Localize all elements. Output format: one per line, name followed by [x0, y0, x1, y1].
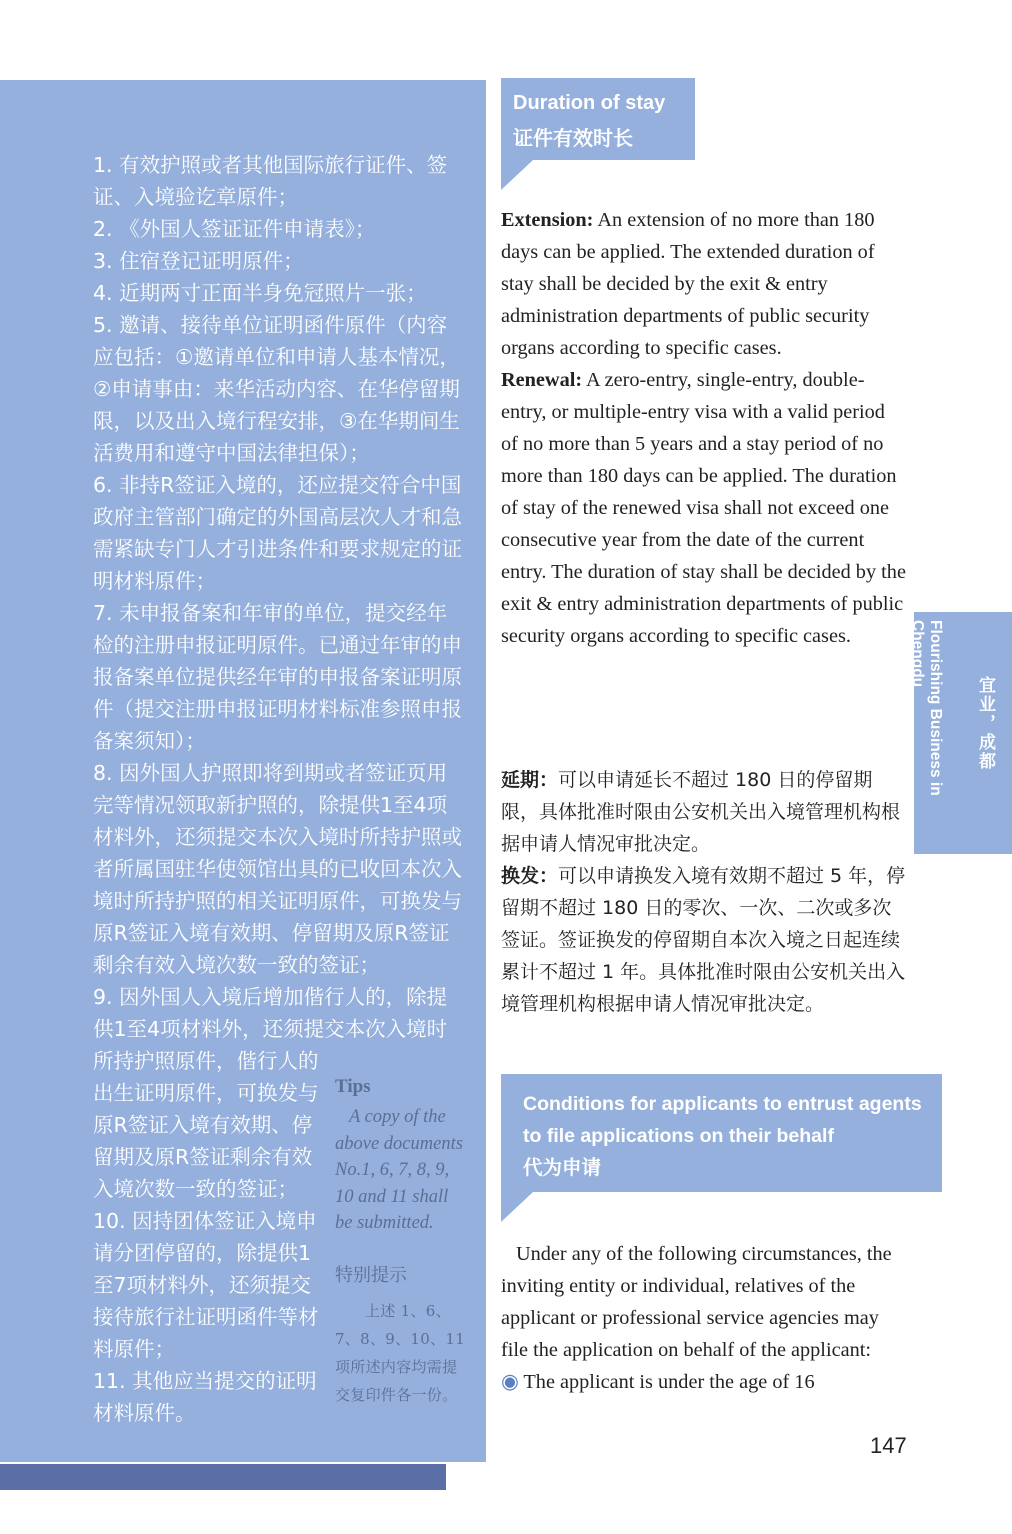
cn-extension-paragraph [501, 764, 906, 860]
conditions-intro: Under any of the following circumstances, the inviting entity or individual, relatives of the applicant or professional service agencies may file the application on behalf of the applicant: [501, 1243, 892, 1361]
tips-title: Tips [335, 1076, 371, 1097]
bullet-circle-icon: ◉ [501, 1371, 519, 1393]
tips-chinese-title: 特别提示 [335, 1264, 407, 1286]
section-header-duration [501, 78, 695, 160]
header-tail-decoration [501, 1192, 533, 1222]
conditions-bullet [501, 1366, 906, 1398]
conditions-body [501, 1238, 906, 1398]
side-tab-chinese: 宜业，成都 [975, 676, 995, 771]
list-item: 出生证明原件，可换发与原R签证入境有效期、停留期及原R签证剩余有效入境次数一致的签证； [93, 1081, 319, 1201]
section-header-title-cn: 证件有效时长 [513, 128, 633, 150]
renewal-label: Renewal: [501, 369, 583, 391]
list-item: 4. 近期两寸正面半身免冠照片一张； [93, 281, 427, 305]
duration-chinese-body [501, 764, 906, 1020]
list-item: 10. 因持团体签证入境申请分团停留的，除提供1至7项材料外，还须提交接待旅行社证明函件等材料原件； [93, 1209, 319, 1361]
side-tab-english: Flourishing Business in Chengdu [909, 620, 944, 796]
tips-english-text: A copy of the above documents No.1, 6, 7, 8, 9, 10 and 11 shall be submitted. [335, 1107, 463, 1233]
list-item: 2. 《外国人签证证件申请表》； [93, 217, 376, 241]
tips-box [335, 1076, 467, 1409]
extension-text: An extension of no more than 180 days can be applied. The extended duration of stay shall be decided by the exit & entry administration departments of public security organs according to specific cases. [501, 209, 875, 359]
duration-english-body [501, 204, 906, 652]
renewal-text: A zero-entry, single-entry, double-entry, or multiple-entry visa with a valid period of no more than 5 years and a stay period of no more than 180 days can be applied. The duration of stay of the renewed visa shall not exceed one consecutive year from the date of the current entry. The duration of stay shall be decided by the exit & entry administration departments of public security organs according to specific cases. [501, 369, 906, 647]
section-header-title-cn: 代为申请 [523, 1157, 602, 1179]
cn-renewal-label: 换发： [501, 865, 559, 887]
side-tab [909, 612, 1012, 854]
section-header-title-en: Conditions for applicants to entrust agents to file applications on their behalf [523, 1093, 922, 1147]
tips-chinese-text: 上述 1、6、7、8、9、10、11 项所述内容均需提交复印件各一份。 [335, 1301, 466, 1404]
header-tail-decoration [501, 160, 533, 190]
list-item: 8. 因外国人护照即将到期或者签证页用完等情况领取新护照的，除提供1至4项材料外，还须提交本次入境时所持护照或者所属国驻华使领馆出具的已收回本次入境时所持护照的相关证明原件，可换发与原R签证入境有效期、停留期及原R签证剩余有效入境次数一致的签证； [93, 761, 462, 977]
left-bottom-bar [0, 1464, 446, 1490]
list-item: 3. 住宿登记证明原件； [93, 249, 304, 273]
cn-extension-text: 可以申请延长不超过 180 日的停留期限，具体批准时限由公安机关出入境管理机构根据申请人情况审批决定。 [501, 769, 901, 855]
cn-extension-label: 延期： [501, 769, 559, 791]
cn-renewal-text: 可以申请换发入境有效期不超过 5 年，停留期不超过 180 日的零次、一次、二次或多次签证。签证换发的停留期自本次入境之日起连续累计不超过 1 年。具体批准时限由公安机关出入境管理机构根据申请人情况审批决定。 [501, 865, 906, 1015]
list-item: 9. 因外国人入境后增加偕行人的，除提供1至4项材料外，还须提交本次入境时所持护照原件，偕行人的 [93, 985, 448, 1073]
section-header-title-en: Duration of stay [513, 92, 666, 114]
list-item: 1. 有效护照或者其他国际旅行证件、签证、入境验讫章原件； [93, 153, 448, 209]
list-item: 7. 未申报备案和年审的单位，提交经年检的注册申报证明原件。已通过年审的申报备案单位提供经年审的申报备案证明原件（提交注册申报证明材料标准参照申报备案须知）； [93, 601, 462, 753]
renewal-paragraph [501, 364, 906, 652]
cn-renewal-paragraph [501, 860, 906, 1020]
page-number: 147 [870, 1433, 907, 1458]
section-header-conditions [501, 1074, 942, 1192]
extension-label: Extension: [501, 209, 594, 231]
list-item: 6. 非持R签证入境的，还应提交符合中国政府主管部门确定的外国高层次人才和急需紧缺专门人才引进条件和要求规定的证明材料原件； [93, 473, 462, 593]
list-item: 11. 其他应当提交的证明材料原件。 [93, 1369, 317, 1425]
bullet-text: The applicant is under the age of 16 [523, 1371, 815, 1393]
extension-paragraph [501, 204, 906, 364]
list-item: 5. 邀请、接待单位证明函件原件（内容应包括：①邀请单位和申请人基本情况，②申请事由：来华活动内容、在华停留期限，以及出入境行程安排，③在华期间生活费用和遵守中国法律担保）； [93, 313, 460, 465]
